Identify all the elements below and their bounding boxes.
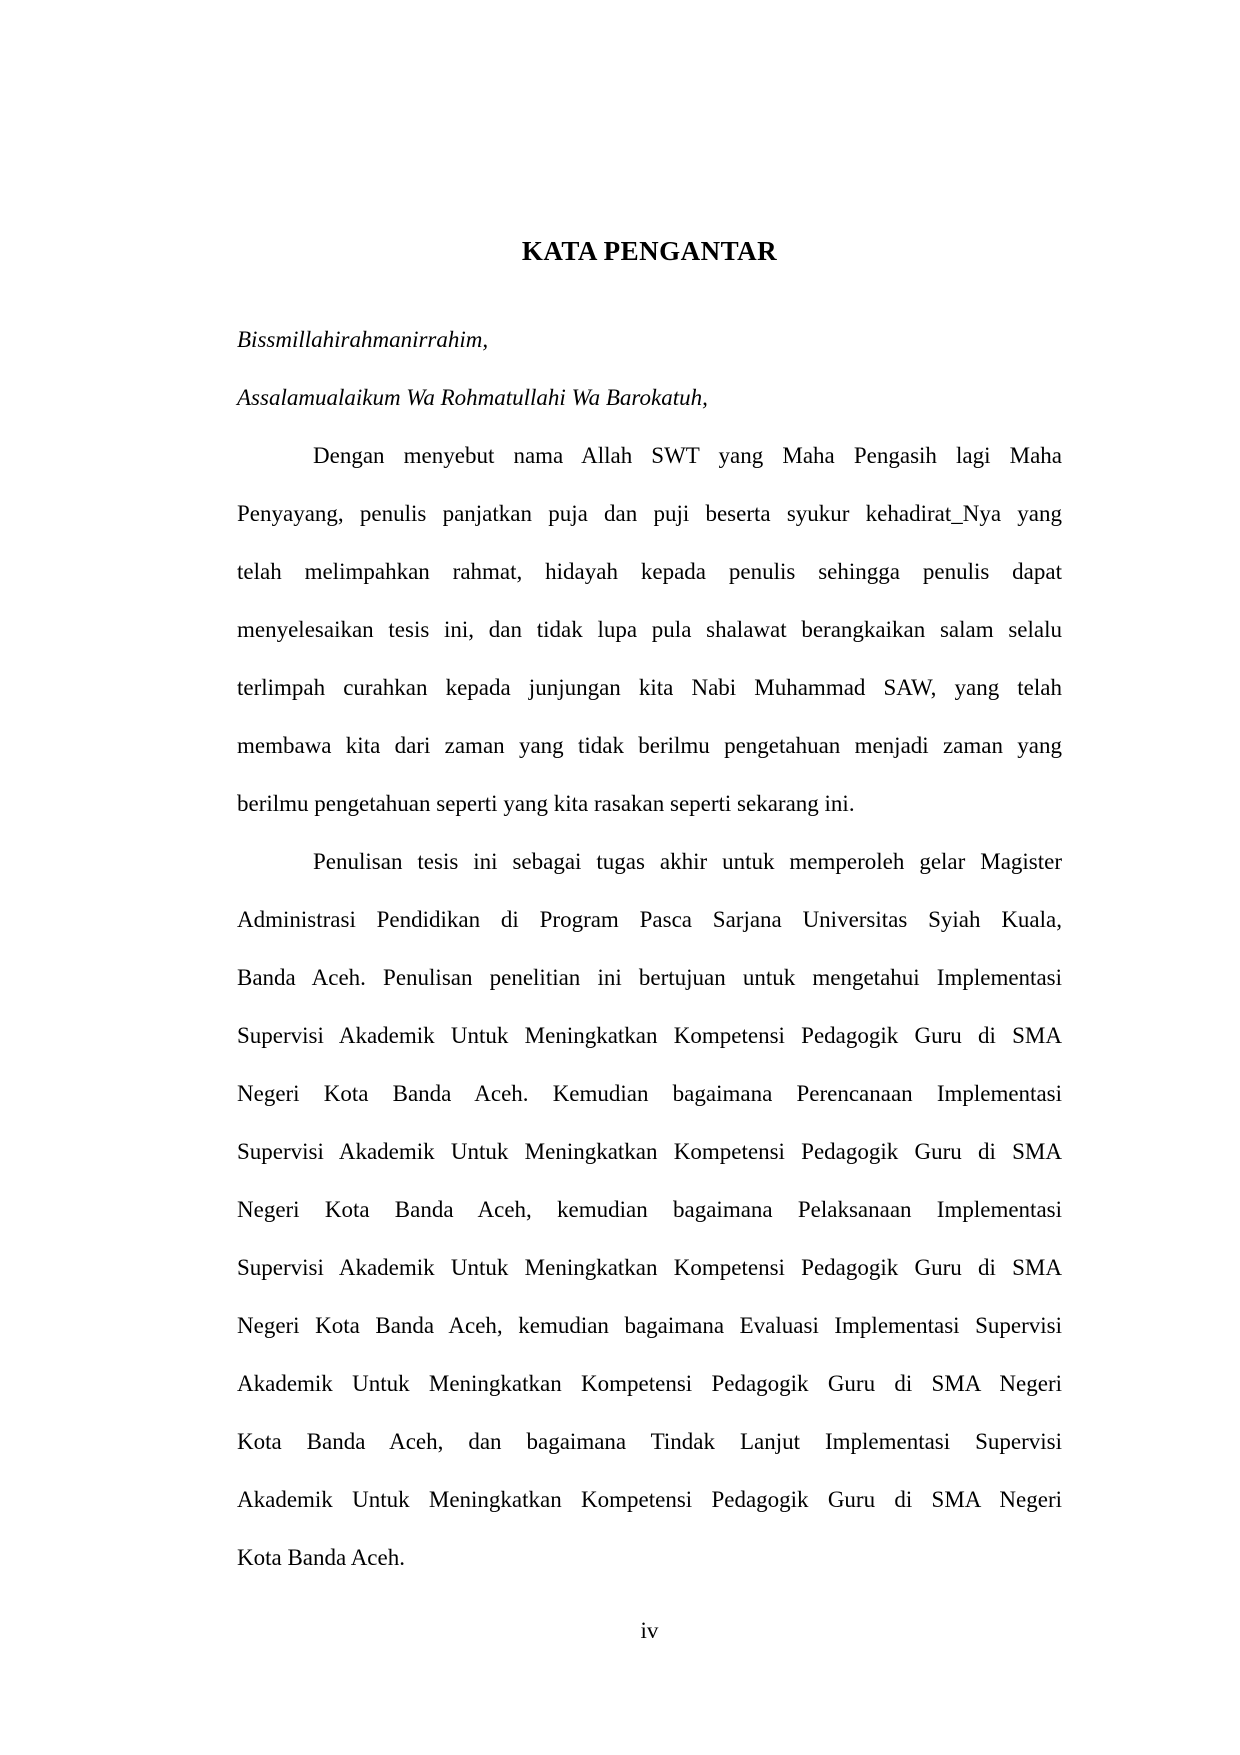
paragraph bbox=[237, 833, 1062, 1587]
paragraph-line: Negeri Kota Banda Aceh, kemudian bagaimana Evaluasi Implementasi Supervisi bbox=[237, 1313, 1062, 1338]
paragraph-line: Supervisi Akademik Untuk Meningkatkan Kompetensi Pedagogik Guru di SMA bbox=[237, 1023, 1062, 1048]
paragraph-line: menyelesaikan tesis ini, dan tidak lupa pula shalawat berangkaikan salam selalu bbox=[237, 617, 1062, 642]
paragraph-line: Dengan menyebut nama Allah SWT yang Maha Pengasih lagi Maha bbox=[313, 443, 1062, 468]
paragraph-line: Akademik Untuk Meningkatkan Kompetensi Pedagogik Guru di SMA Negeri bbox=[237, 1487, 1062, 1512]
opening-line: Bissmillahirahmanirrahim, bbox=[237, 327, 489, 352]
opening-salutations bbox=[237, 311, 1062, 427]
paragraph-line: Negeri Kota Banda Aceh, kemudian bagaimana Pelaksanaan Implementasi bbox=[237, 1197, 1062, 1222]
paragraph-line: Banda Aceh. Penulisan penelitian ini bertujuan untuk mengetahui Implementasi bbox=[237, 965, 1062, 990]
paragraph-line: Administrasi Pendidikan di Program Pasca Sarjana Universitas Syiah Kuala, bbox=[237, 907, 1062, 932]
paragraph-line: telah melimpahkan rahmat, hidayah kepada penulis sehingga penulis dapat bbox=[237, 559, 1062, 584]
body-paragraphs bbox=[237, 427, 1062, 1587]
paragraph-line: Akademik Untuk Meningkatkan Kompetensi Pedagogik Guru di SMA Negeri bbox=[237, 1371, 1062, 1396]
paragraph-line: Supervisi Akademik Untuk Meningkatkan Kompetensi Pedagogik Guru di SMA bbox=[237, 1255, 1062, 1280]
page-number: iv bbox=[640, 1618, 659, 1643]
paragraph-line: Kota Banda Aceh. bbox=[237, 1545, 405, 1570]
paragraph bbox=[237, 427, 1062, 833]
paragraph-line: Penyayang, penulis panjatkan puja dan puji beserta syukur kehadirat_Nya yang bbox=[237, 501, 1062, 526]
paragraph-line: Penulisan tesis ini sebagai tugas akhir untuk memperoleh gelar Magister bbox=[313, 849, 1062, 874]
paragraph-line: terlimpah curahkan kepada junjungan kita Nabi Muhammad SAW, yang telah bbox=[237, 675, 1062, 700]
paragraph-line: Supervisi Akademik Untuk Meningkatkan Kompetensi Pedagogik Guru di SMA bbox=[237, 1139, 1062, 1164]
opening-line: Assalamualaikum Wa Rohmatullahi Wa Barokatuh, bbox=[237, 385, 708, 410]
paragraph-line: berilmu pengetahuan seperti yang kita rasakan seperti sekarang ini. bbox=[237, 791, 855, 816]
paragraph-line: membawa kita dari zaman yang tidak berilmu pengetahuan menjadi zaman yang bbox=[237, 733, 1062, 758]
text-column bbox=[237, 222, 1062, 1587]
paragraph-line: Negeri Kota Banda Aceh. Kemudian bagaimana Perencanaan Implementasi bbox=[237, 1081, 1062, 1106]
paragraph-line: Kota Banda Aceh, dan bagaimana Tindak Lanjut Implementasi Supervisi bbox=[237, 1429, 1062, 1454]
page-title: KATA PENGANTAR bbox=[521, 236, 778, 266]
